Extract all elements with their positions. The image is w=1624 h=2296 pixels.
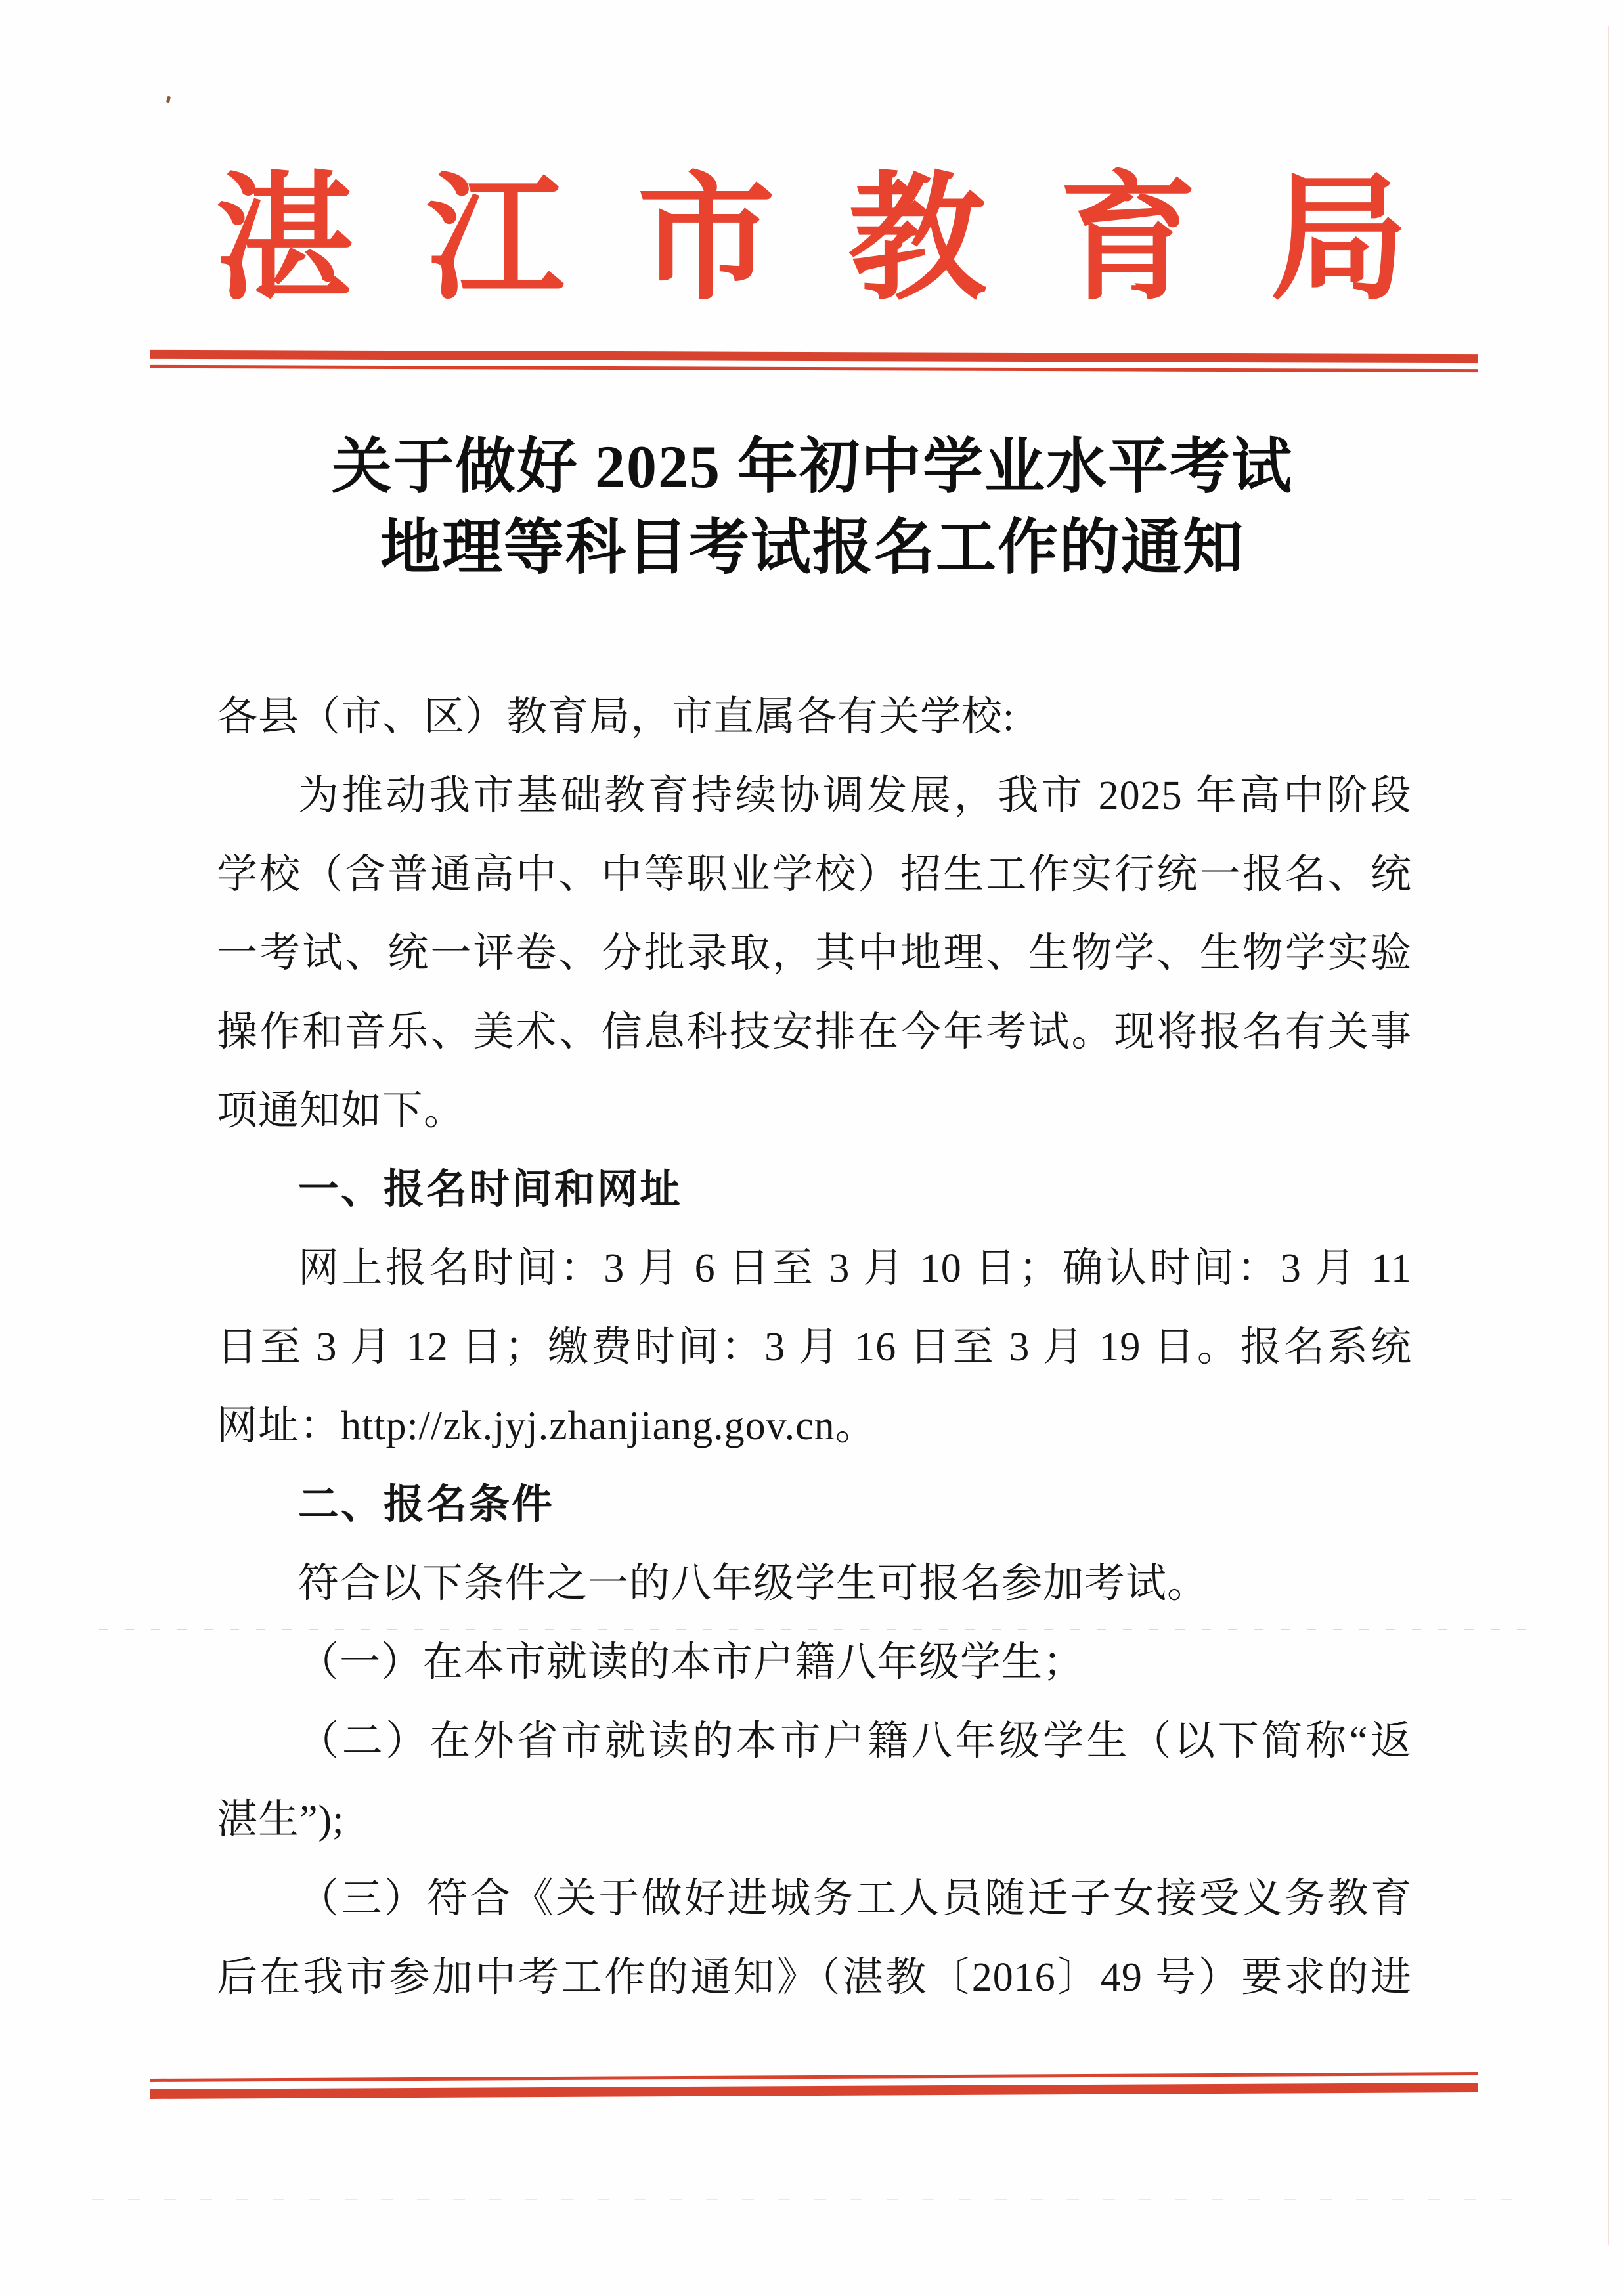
condition-item-one: （一）在本市就读的本市户籍八年级学生； [298, 1640, 1085, 1685]
header-rule-thick [150, 350, 1478, 363]
paragraph-line: 为推动我市基础教育持续协调发展，我市 2025 年高中阶段 [298, 773, 1412, 818]
condition-item-two: （二）在外省市就读的本市户籍八年级学生（以下简称“返 [298, 1719, 1412, 1764]
section-heading-two: 二、报名条件 [298, 1482, 555, 1527]
paragraph-line: 项通知如下。 [217, 1089, 466, 1133]
paragraph-line: 后在我市参加中考工作的通知》（湛教〔2016〕49 号）要求的进 [217, 1955, 1412, 2000]
footer-rule-thin [150, 2072, 1478, 2082]
paragraph-line: 学校（含普通高中、中等职业学校）招生工作实行统一报名、统 [217, 852, 1412, 897]
salutation-line: 各县（市、区）教育局，市直属各有关学校: [217, 695, 1015, 739]
footer-rule-thick [150, 2083, 1478, 2099]
scan-speck-artifact [166, 96, 171, 104]
condition-item-three: （三）符合《关于做好进城务工人员随迁子女接受义务教育 [298, 1876, 1412, 1921]
header-rule-thin [150, 365, 1478, 372]
scan-edge-artifact [1608, 26, 1609, 2245]
registration-url-line: 网址：http://zk.jyj.zhanjiang.gov.cn。 [217, 1404, 877, 1448]
section-heading-one: 一、报名时间和网址 [298, 1167, 683, 1212]
paragraph-line: 操作和音乐、美术、信息科技安排在今年考试。现将报名有关事 [217, 1010, 1412, 1054]
title-line-1: 关于做好 2025 年初中学业水平考试 [331, 433, 1293, 500]
document-title [217, 427, 1408, 588]
paragraph-line: 一考试、统一评卷、分批录取，其中地理、生物学、生物学实验 [217, 931, 1412, 976]
paragraph-line: 日至 3 月 12 日；缴费时间：3 月 16 日至 3 月 19 日。报名系统 [217, 1325, 1412, 1370]
scan-streak-bottom-artifact [92, 2199, 1537, 2200]
title-line-2: 地理等科目考试报名工作的通知 [380, 514, 1244, 581]
body-text [217, 678, 1412, 2017]
paragraph-line: 符合以下条件之一的八年级学生可报名参加考试。 [298, 1561, 1209, 1606]
paragraph-line: 湛生”); [217, 1798, 345, 1842]
paragraph-line: 网上报名时间：3 月 6 日至 3 月 10 日；确认时间：3 月 11 [298, 1246, 1412, 1291]
letterhead-agency-name: 湛江市教育局 [215, 164, 1408, 316]
